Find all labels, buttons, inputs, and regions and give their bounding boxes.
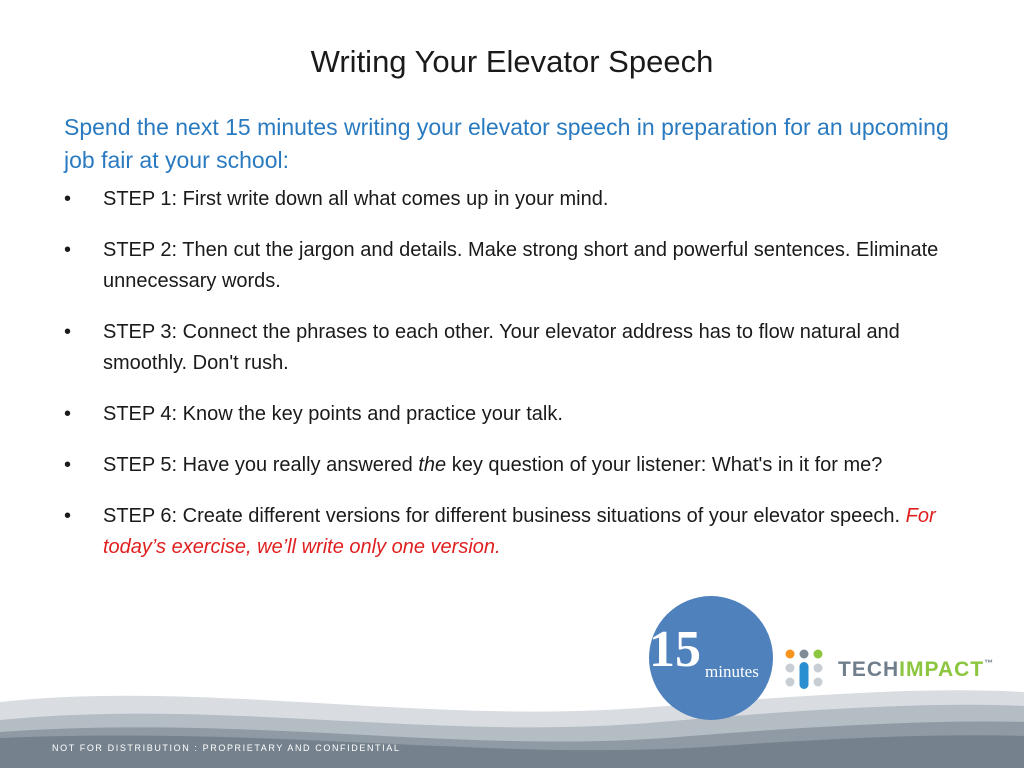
step-6-highlight: For today’s exercise, we’ll write only one version. [103, 505, 936, 558]
brand-tech: TECH [838, 658, 900, 681]
step-item-5 [64, 450, 964, 481]
footer-confidential-text: NOT FOR DISTRIBUTION : PROPRIETARY AND CONFIDENTIAL [52, 743, 401, 753]
brand-impact: IMPACT [899, 658, 985, 681]
timer-badge [649, 596, 773, 720]
brand-tm: ™ [984, 658, 995, 668]
step-item-4: • STEP 4: Know the key points and practice your talk. [64, 399, 964, 430]
step-5-emphasis: the [418, 454, 447, 476]
slide-title: Writing Your Elevator Speech [310, 44, 714, 79]
step-item-6 [64, 501, 964, 563]
techimpact-brand-text [838, 658, 994, 682]
timer-number: 15 [649, 621, 701, 678]
step-item-3: • STEP 3: Connect the phrases to each other. Your elevator address has to flow natural and smoothly. Don't rush. [64, 317, 964, 379]
footer-wave-band [0, 680, 1024, 768]
step-item-1: • STEP 1: First write down all what comes up in your mind. [64, 184, 964, 215]
step-item-2: • STEP 2: Then cut the jargon and details. Make strong short and powerful sentences. Eliminate unnecessary words. [64, 235, 964, 297]
step-6-text: STEP 6: Create different versions for different business situations of your elevator speech. [103, 505, 906, 527]
intro-text: Spend the next 15 minutes writing your elevator speech in preparation for an upcoming job fair at your school: [64, 114, 949, 173]
timer-unit: minutes [705, 662, 759, 681]
step-5-text-after: key question of your listener: What's in it for me? [446, 454, 883, 476]
steps-list [64, 184, 964, 583]
step-5-text-before: STEP 5: Have you really answered [103, 454, 419, 476]
